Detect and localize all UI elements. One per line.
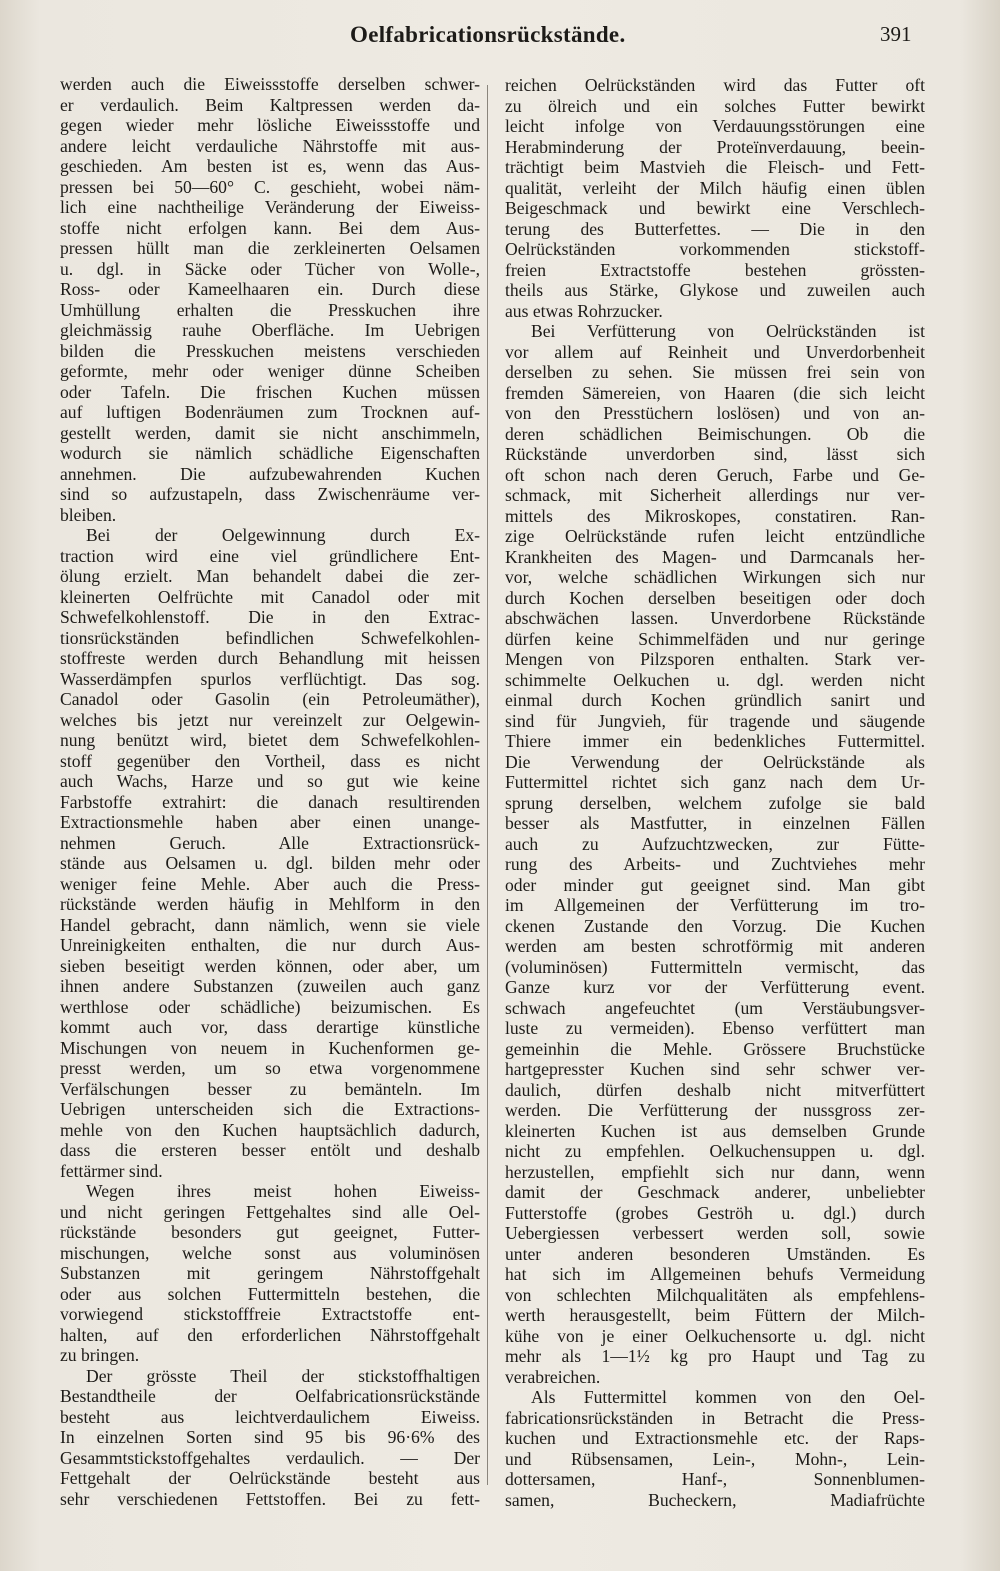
text-line: oder Tafeln. Die frischen Kuchen müssen <box>60 381 480 402</box>
text-line: daulich, dürfen deshalb nicht mitverfüttert <box>505 1079 925 1100</box>
text-line: Uebergiessen verbessert werden soll, sowie <box>505 1223 925 1243</box>
text-line: Gesammtstickstoffgehaltes verdaulich. — Der <box>60 1447 480 1468</box>
text-line: kuchen und Extractionsmehle etc. der Raps- <box>505 1428 925 1448</box>
text-line: werth herausgestellt, beim Füttern der Milch- <box>505 1305 925 1325</box>
text-line: mischungen, welche sonst aus voluminösen <box>60 1242 480 1263</box>
text-line: reichen Oelrückständen wird das Futter oft <box>505 75 925 95</box>
text-line: fremden Sämereien, von Haaren (die sich leicht <box>505 382 925 403</box>
text-line: und nicht geringen Fettgehaltes sind alle Oel- <box>60 1201 480 1222</box>
text-line: trächtigt beim Mastvieh die Fleisch- und Fett- <box>505 157 925 177</box>
text-line: Schwefelkohlenstoff. Die in den Extrac- <box>60 607 480 627</box>
page-number: 391 <box>880 22 912 46</box>
text-line: lich eine nachtheilige Veränderung der Eiweiss- <box>60 197 480 217</box>
text-line: damit der Geschmack anderer, unbeliebter <box>505 1182 925 1202</box>
text-line: wodurch sie nämlich schädliche Eigenschaften <box>60 443 480 463</box>
text-line: kühe von je einer Oelkuchensorte u. dgl. nicht <box>505 1325 925 1346</box>
text-line: bilden die Presskuchen meistens verschieden <box>60 340 480 361</box>
text-line: gemeinhin die Mehle. Grössere Bruchstücke <box>505 1038 925 1059</box>
text-line: vorwiegend stickstofffreie Extractstoffe ent- <box>60 1304 480 1324</box>
text-line: dass die ersteren besser entölt und deshalb <box>60 1140 480 1160</box>
text-line: Ross- oder Kameelhaaren ein. Durch diese <box>60 279 480 299</box>
text-line: Farbstoffe extrahirt: die danach resultirenden <box>60 791 480 812</box>
text-line: Bestandtheile der Oelfabricationsrückstände <box>60 1386 480 1406</box>
text-line: stoffreste werden durch Behandlung mit heissen <box>60 648 480 668</box>
text-line: deren schädlichen Beimischungen. Ob die <box>505 423 925 444</box>
text-line: durch Kochen derselben beseitigen oder doch <box>505 587 925 608</box>
text-line: leicht infolge von Verdauungsstörungen eine <box>505 116 925 136</box>
text-line: werthlose oder schädliche) beizumischen. Es <box>60 996 480 1017</box>
text-line: sieben beseitigt werden können, oder aber, um <box>60 955 480 976</box>
text-line: Fettgehalt der Oelrückstände besteht aus <box>60 1468 480 1488</box>
text-line: und Rübsensamen, Lein-, Mohn-, Lein- <box>505 1448 925 1469</box>
text-line: Krankheiten des Magen- und Darmcanals her- <box>505 546 925 567</box>
text-line: schwach angefeuchtet (um Verstäubungsver- <box>505 997 925 1018</box>
text-line: besteht aus leichtverdaulichem Eiweiss. <box>60 1406 480 1427</box>
text-line: Herabminderung der Proteïnverdauung, beein- <box>505 136 925 157</box>
text-line: oder minder gut geeignet sind. Man gibt <box>505 874 925 895</box>
text-line: dottersamen, Hanf-, Sonnenblumen- <box>505 1469 925 1489</box>
text-line: halten, auf den erforderlichen Nährstoffgehalt <box>60 1324 480 1345</box>
text-line: oder aus solchen Futtermitteln bestehen, die <box>60 1283 480 1304</box>
text-line: Die Verwendung der Oelrückstände als <box>505 751 925 772</box>
text-line: Wegen ihres meist hohen Eiweiss- <box>86 1181 480 1201</box>
text-line: auf luftigen Bodenräumen zum Trocknen auf- <box>60 402 480 422</box>
text-line: qualität, verleiht der Milch häufig einen üblen <box>505 177 925 198</box>
text-line: stände aus Oelsamen u. dgl. bilden mehr oder <box>60 853 480 873</box>
text-line: Als Futtermittel kommen von den Oel- <box>531 1387 925 1407</box>
text-line: fettärmer sind. <box>60 1160 163 1181</box>
text-line: verabreichen. <box>505 1366 601 1387</box>
text-line: derselben zu sehen. Sie müssen frei sein von <box>505 362 925 382</box>
text-line: geschieden. Am besten ist es, wenn das Aus- <box>60 156 480 176</box>
text-line: welches bis jetzt nur vereinzelt zur Oelgewin- <box>60 709 480 730</box>
text-line: Thiere immer ein bedenkliches Futtermittel. <box>505 731 925 751</box>
running-title: Oelfabricationsrückstände. <box>350 22 626 47</box>
text-line: schimmelte Oelkuchen u. dgl. werden nicht <box>505 669 925 690</box>
text-line: oft schon nach deren Geruch, Farbe und Ge- <box>505 464 925 485</box>
text-line: terung des Butterfettes. — Die in den <box>505 218 925 239</box>
text-line: sind so aufzustapeln, dass Zwischenräume ver- <box>60 484 480 504</box>
text-line: im Allgemeinen der Verfütterung im tro- <box>505 895 925 915</box>
text-line: Substanzen mit geringem Nährstoffgehalt <box>60 1263 480 1283</box>
text-line: In einzelnen Sorten sind 95 bis 96·6% des <box>60 1427 480 1447</box>
text-line: werden. Die Verfütterung der nussgross zer- <box>505 1100 925 1120</box>
text-line: Der grösste Theil der stickstoffhaltigen <box>86 1365 480 1386</box>
text-line: Umhüllung erhalten die Presskuchen ihre <box>60 299 480 320</box>
text-line: sprung derselben, welchem zufolge sie bald <box>505 792 925 813</box>
text-line: Wasserdämpfen spurlos verflüchtigt. Das sog. <box>60 668 480 689</box>
text-line: Rückstände unverdorben sind, lässt sich <box>505 444 925 464</box>
text-line: geformte, mehr oder weniger dünne Scheiben <box>60 361 480 381</box>
text-line: schmack, mit Sicherheit allerdings nur ver- <box>505 485 925 505</box>
text-line: Mischungen von neuem in Kuchenformen ge- <box>60 1037 480 1058</box>
text-line: luste zu vermeiden). Ebenso verfüttert man <box>505 1018 925 1038</box>
left-text-column <box>60 74 480 1509</box>
text-line: gleichmässig rauhe Oberfläche. Im Uebrigen <box>60 320 480 340</box>
text-line: werden am besten schrotförmig mit anderen <box>505 936 925 956</box>
text-line: Futtermittel richtet sich ganz nach dem Ur- <box>505 772 925 792</box>
text-line: Bei Verfütterung von Oelrückständen ist <box>531 321 925 341</box>
text-line: kleinerten Kuchen ist aus demselben Grunde <box>505 1120 925 1141</box>
text-line: unter anderen besonderen Umständen. Es <box>505 1243 925 1264</box>
text-line: rückstände besonders gut geeignet, Futter- <box>60 1222 480 1242</box>
text-line: mehr als 1—1½ kg pro Haupt und Tag zu <box>505 1346 925 1366</box>
text-line: stoff gegenüber den Vortheil, dass es nicht <box>60 750 480 771</box>
text-line: ckenen Zustande den Vorzug. Die Kuchen <box>505 915 925 936</box>
text-line: nehmen Geruch. Alle Extractionsrück- <box>60 832 480 853</box>
text-line: Mengen von Pilzsporen enthalten. Stark ver- <box>505 649 925 669</box>
text-line: dürfen keine Schimmelfäden und nur geringe <box>505 628 925 649</box>
text-line: stoffe nicht erfolgen kann. Bei dem Aus- <box>60 217 480 238</box>
text-line: auch zu Aufzuchtzwecken, zur Fütte- <box>505 833 925 854</box>
text-line: hartgepresster Kuchen sind sehr schwer ver- <box>505 1059 925 1079</box>
text-line: Futterstoffe (grobes Geströh u. dgl.) durch <box>505 1202 925 1223</box>
text-line: Extractionsmehle haben aber einen unange- <box>60 812 480 832</box>
text-line: besser als Mastfutter, in einzelnen Fällen <box>505 813 925 833</box>
text-line: hat sich im Allgemeinen behufs Vermeidung <box>505 1264 925 1284</box>
column-divider <box>487 85 488 1485</box>
text-line: traction wird eine viel gründlichere Ent- <box>60 545 480 566</box>
text-line: vor allem auf Reinheit und Unverdorbenheit <box>505 341 925 362</box>
text-line: tionsrückständen befindlichen Schwefelkohlen- <box>60 627 480 648</box>
text-line: weniger feine Mehle. Aber auch die Press- <box>60 873 480 894</box>
text-line: presst werden, um so etwa vorgenommene <box>60 1058 480 1078</box>
text-line: einmal durch Kochen gründlich sanirt und <box>505 690 925 710</box>
text-line: sehr verschiedenen Fettstoffen. Bei zu fett- <box>60 1488 480 1509</box>
text-line: (voluminösen) Futtermitteln vermischt, das <box>505 956 925 977</box>
text-line: freien Extractstoffe bestehen grössten- <box>505 259 925 280</box>
text-line: gestellt werden, damit sie nicht anschimmeln, <box>60 422 480 443</box>
text-line: aus etwas Rohrzucker. <box>505 300 663 321</box>
text-line: u. dgl. in Säcke oder Tücher von Wolle-, <box>60 258 480 279</box>
text-line: Canadol oder Gasolin (ein Petroleumäther), <box>60 689 480 709</box>
text-line: herzustellen, empfiehlt sich nur dann, wenn <box>505 1161 925 1182</box>
text-line: samen, Bucheckern, Madiafrüchte <box>505 1489 925 1510</box>
text-line: kommt auch vor, dass derartige künstliche <box>60 1017 480 1037</box>
text-line: Verfälschungen besser zu bemänteln. Im <box>60 1078 480 1099</box>
text-line: mittels des Mikroskopes, constatiren. Ran- <box>505 505 925 526</box>
right-text-column <box>505 75 925 1510</box>
text-line: bleiben. <box>60 504 117 525</box>
text-line: er verdaulich. Beim Kaltpressen werden da- <box>60 94 480 115</box>
text-line: nicht zu empfehlen. Oelkuchensuppen u. dgl. <box>505 1141 925 1161</box>
text-line: von schlechten Milchqualitäten als empfehlens- <box>505 1284 925 1305</box>
text-line: abschwächen lassen. Unverdorbene Rückstände <box>505 608 925 628</box>
text-line: Oelrückständen vorkommenden stickstoff- <box>505 239 925 259</box>
text-line: ölung erzielt. Man behandelt dabei die zer- <box>60 566 480 586</box>
text-line: theils aus Stärke, Glykose und zuweilen auch <box>505 280 925 300</box>
text-line: Beigeschmack und bewirkt eine Verschlech- <box>505 198 925 218</box>
text-line: Unreinigkeiten enthalten, die nur durch Aus- <box>60 935 480 955</box>
text-line: zige Oelrückstände rufen leicht entzündliche <box>505 526 925 546</box>
text-line: fabricationsrückständen in Betracht die Press- <box>505 1407 925 1428</box>
text-line: kleinerten Oelfrüchte mit Canadol oder mit <box>60 586 480 607</box>
text-line: andere leicht verdauliche Nährstoffe mit aus- <box>60 135 480 156</box>
text-line: pressen hüllt man die zerkleinerten Oelsamen <box>60 238 480 258</box>
text-line: rückstände werden häufig in Mehlform in den <box>60 894 480 914</box>
text-line: Handel gebracht, dann nämlich, wenn sie viele <box>60 914 480 935</box>
text-line: von den Presstüchern loslösen) und von an- <box>505 403 925 423</box>
text-line: auch Wachs, Harze und so gut wie keine <box>60 771 480 791</box>
text-line: zu bringen. <box>60 1345 140 1365</box>
text-line: nung benützt wird, bietet dem Schwefelkohlen- <box>60 730 480 750</box>
page-header <box>0 22 1000 58</box>
text-line: ihnen andere Substanzen (zuweilen auch ganz <box>60 976 480 996</box>
text-line: annehmen. Die aufzubewahrenden Kuchen <box>60 463 480 484</box>
text-line: werden auch die Eiweissstoffe derselben schwer- <box>60 74 480 94</box>
text-line: vor, welche schädlichen Wirkungen sich nur <box>505 567 925 587</box>
text-line: Uebrigen unterscheiden sich die Extractions- <box>60 1099 480 1119</box>
text-line: zu ölreich und ein solches Futter bewirkt <box>505 95 925 116</box>
text-line: mehle von den Kuchen hauptsächlich dadurch, <box>60 1119 480 1140</box>
text-line: rung des Arbeits- und Zuchtviehes mehr <box>505 854 925 874</box>
text-line: Ganze kurz vor der Verfütterung event. <box>505 977 925 997</box>
text-line: gegen wieder mehr lösliche Eiweissstoffe und <box>60 115 480 135</box>
text-line: sind für Jungvieh, für tragende und säugende <box>505 710 925 731</box>
text-line: pressen bei 50—60° C. geschieht, wobei näm- <box>60 176 480 197</box>
text-line: Bei der Oelgewinnung durch Ex- <box>86 525 480 545</box>
